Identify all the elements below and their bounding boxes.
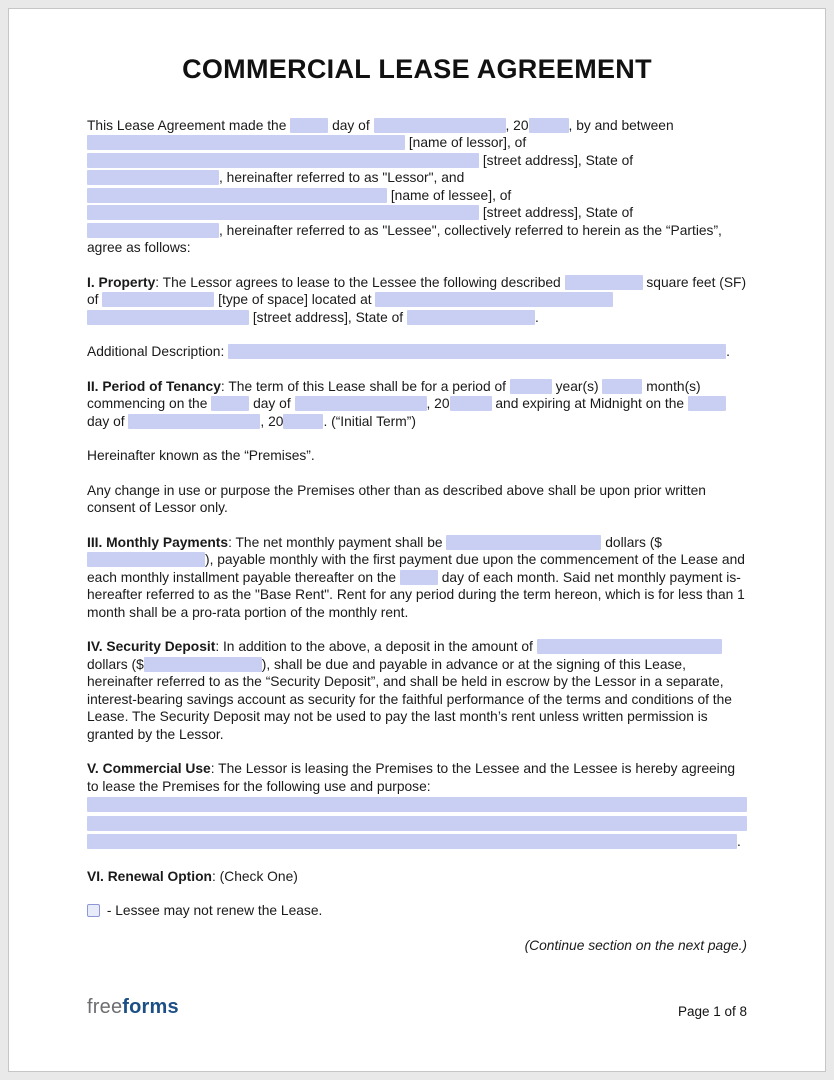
text-run: [street address], State of: [479, 152, 637, 168]
use-purpose-line-1-field[interactable]: [87, 797, 747, 812]
page-number: Page 1 of 8: [677, 1004, 747, 1019]
text-run: . (“Initial Term”): [323, 413, 416, 429]
text-run: ), payable monthly with the first payment due upon the commencement of the Lease and each monthly installment payable thereafter on the: [87, 552, 749, 585]
made-year-field[interactable]: [529, 118, 569, 133]
text-run: day of: [328, 117, 374, 133]
section-heading: II. Period of Tenancy: [87, 378, 221, 394]
use-purpose-line-3-field[interactable]: [87, 834, 737, 849]
text-run: month(s) commencing on the: [87, 378, 705, 411]
text-run: : The term of this Lease shall be for a period of: [220, 378, 510, 394]
text-run: Hereinafter known as the “Premises”.: [87, 448, 315, 463]
document-content: [9, 9, 825, 954]
text-run: - Lessee may not renew the Lease.: [103, 903, 323, 918]
commence-day-field[interactable]: [211, 396, 249, 411]
text-run: [name of lessee], of: [387, 187, 516, 203]
lessor-state-field[interactable]: [87, 170, 219, 185]
rent-amount-words-field[interactable]: [446, 535, 601, 550]
renewal-no-option: [87, 902, 747, 920]
made-day-field[interactable]: [290, 118, 328, 133]
brand-forms-text: forms: [122, 996, 179, 1018]
text-run: and expiring at Midnight on the: [491, 396, 688, 411]
text-run: ), shall be due and payable in advance or at the signing of this Lease, hereinafter referred to as the “Security Deposit”, and shall be held in escrow by the Lessor in a separate, interest-bearing savings account as security for the faithful performance of the terms and conditions of the Lease. The Security Deposit may not be used to pay the last month’s rent unless written permission is granted by the Lessor.: [87, 656, 736, 742]
section-security-deposit: [87, 638, 747, 743]
text-run: day of: [249, 396, 295, 411]
commence-year-field[interactable]: [450, 396, 492, 411]
text-run: This Lease Agreement made the: [87, 117, 291, 133]
renewal-no-checkbox[interactable]: [87, 904, 100, 917]
made-month-field[interactable]: [374, 118, 506, 133]
section-monthly-payments: [87, 534, 747, 622]
text-run: : The Lessor agrees to lease to the Lessee the following described: [155, 274, 565, 290]
text-run: .: [737, 834, 741, 849]
text-run: year(s): [551, 378, 603, 394]
brand-free-text: free: [87, 996, 123, 1018]
text-run: [613, 292, 617, 307]
property-address-field-2[interactable]: [87, 310, 249, 325]
text-run: (Continue section on the next page.): [524, 937, 747, 953]
text-run: , hereinafter referred to as "Lessor", and: [219, 170, 469, 185]
type-of-space-field[interactable]: [102, 292, 214, 307]
use-change-note: [87, 482, 747, 517]
section-period-of-tenancy: [87, 378, 747, 431]
continue-note: [87, 937, 747, 955]
additional-description: [87, 343, 747, 361]
page-footer: [87, 996, 747, 1019]
section-commercial-use: [87, 760, 747, 851]
lessor-name-field[interactable]: [87, 135, 405, 150]
deposit-amount-numeric-field[interactable]: [144, 657, 262, 672]
commence-month-field[interactable]: [295, 396, 427, 411]
deposit-amount-words-field[interactable]: [537, 639, 722, 654]
expire-year-field[interactable]: [283, 414, 323, 429]
section-property: [87, 274, 750, 327]
term-years-field[interactable]: [510, 379, 552, 394]
text-run: Additional Description:: [87, 344, 229, 359]
square-feet-field[interactable]: [565, 275, 643, 290]
text-run: [name of lessor], of: [405, 135, 530, 150]
section-heading: VI. Renewal Option: [87, 868, 212, 884]
text-run: Any change in use or purpose the Premises other than as described above shall be upon prior written consent of Lessor only.: [87, 482, 710, 515]
text-run: , hereinafter referred to as "Lessee", collectively referred to herein as the “Parties”, agree as follows:: [87, 222, 726, 255]
text-run: , 20: [505, 117, 529, 133]
section-heading: V. Commercial Use: [87, 761, 211, 776]
text-run: [type of space] located at: [214, 292, 376, 307]
text-run: [street address], State of: [249, 309, 407, 325]
intro-paragraph: [87, 117, 747, 257]
property-state-field[interactable]: [407, 310, 535, 325]
lessee-state-field[interactable]: [87, 223, 219, 238]
text-run: , 20: [260, 413, 284, 429]
text-run: : The Lessor is leasing the Premises to the Lessee and the Lessee is hereby agreeing to lease the Premises for the following use and purpose:: [87, 761, 739, 794]
expire-day-field[interactable]: [688, 396, 726, 411]
section-renewal-option: [87, 868, 747, 886]
lessee-name-field[interactable]: [87, 188, 387, 203]
text-run: , 20: [426, 396, 450, 411]
text-run: : The net monthly payment shall be: [228, 534, 447, 550]
text-run: : In addition to the above, a deposit in the amount of: [215, 639, 537, 654]
freeforms-logo: [87, 996, 179, 1019]
text-run: day of: [87, 396, 730, 429]
document-body: [87, 117, 750, 955]
rent-amount-numeric-field[interactable]: [87, 552, 205, 567]
section-heading: I. Property: [87, 274, 156, 290]
text-run: dollars ($: [87, 639, 726, 672]
premises-note: [87, 447, 747, 465]
text-run: day of each month. Said net monthly payment is-hereafter referred to as the "Base Rent". Rent for any period during the term hereon, which is for less than 1 month shall be a pro-rata portion of the monthly rent.: [87, 569, 749, 620]
text-run: .: [534, 309, 539, 325]
page-title: COMMERCIAL LEASE AGREEMENT: [182, 54, 652, 84]
section-heading: IV. Security Deposit: [87, 639, 216, 654]
lessor-street-address-field[interactable]: [87, 153, 479, 168]
property-address-field-1[interactable]: [375, 292, 613, 307]
text-run: , by and between: [568, 117, 678, 133]
text-run: : (Check One): [211, 868, 298, 884]
text-run: square feet (SF) of: [87, 274, 750, 307]
use-purpose-line-2-field[interactable]: [87, 816, 747, 831]
section-heading: III. Monthly Payments: [87, 534, 229, 550]
additional-description-field[interactable]: [228, 344, 726, 359]
lessee-street-address-field[interactable]: [87, 205, 479, 220]
text-run: dollars ($: [601, 534, 662, 550]
rent-due-day-field[interactable]: [400, 570, 438, 585]
expire-month-field[interactable]: [128, 414, 260, 429]
term-months-field[interactable]: [602, 379, 642, 394]
text-run: .: [726, 344, 730, 359]
text-run: [street address], State of: [479, 205, 637, 220]
document-page: [8, 8, 826, 1072]
